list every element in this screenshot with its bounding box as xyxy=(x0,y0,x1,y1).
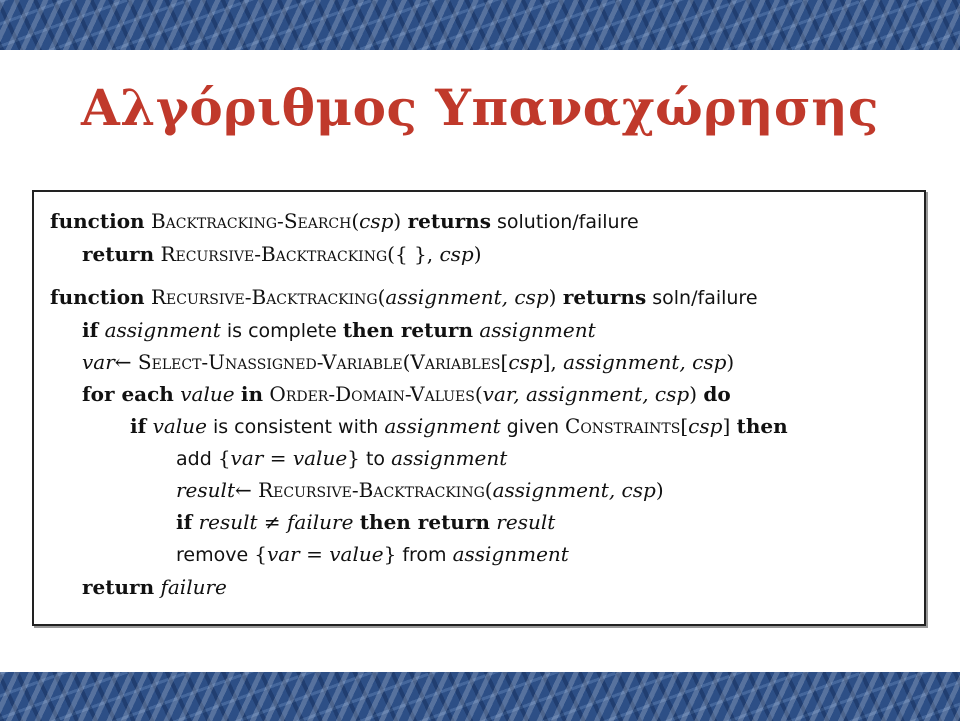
code-token: csp xyxy=(508,350,543,374)
code-token: is complete xyxy=(220,320,343,342)
code-token: assignment xyxy=(391,446,508,470)
code-token: assignment xyxy=(104,318,221,342)
algorithm-line xyxy=(50,285,758,310)
code-token: result xyxy=(198,510,258,534)
code-token: soln/failure xyxy=(646,287,758,309)
code-token: return xyxy=(82,575,155,599)
code-token: { xyxy=(254,542,267,566)
code-token: value xyxy=(152,414,207,438)
slide-title: Αλγόριθμος Υπαναχώρησης xyxy=(81,78,879,137)
code-token: do xyxy=(703,382,731,406)
code-token: ) xyxy=(548,285,563,309)
code-token: if xyxy=(130,414,147,438)
code-token: function xyxy=(50,285,145,309)
algorithm-line xyxy=(82,318,596,343)
code-token: var xyxy=(82,350,115,374)
code-token: assignment, csp xyxy=(385,285,549,309)
code-token: add xyxy=(176,448,218,470)
algorithm-line xyxy=(82,242,482,266)
code-token: assignment xyxy=(384,414,501,438)
code-token: ) xyxy=(473,242,482,266)
code-token: ( xyxy=(377,285,386,309)
code-token: = xyxy=(263,446,293,470)
code-token: csp xyxy=(359,209,394,233)
code-token: Constraints xyxy=(565,414,681,438)
code-token: function xyxy=(50,209,145,233)
code-token: assignment xyxy=(479,318,596,342)
algorithm-line xyxy=(82,350,734,374)
code-token: ← xyxy=(114,350,138,374)
algorithm-line xyxy=(50,209,639,234)
algorithm-line xyxy=(176,542,569,567)
code-token: then xyxy=(736,414,788,438)
code-token: then return xyxy=(342,318,473,342)
code-token: var xyxy=(230,446,264,470)
code-token: result xyxy=(176,478,235,502)
code-token: to xyxy=(359,448,392,470)
code-token: Order-Domain-Values xyxy=(269,382,475,406)
code-token: { xyxy=(217,446,231,470)
code-token: var, assignment, csp xyxy=(482,382,690,406)
code-token: Select-Unassigned-Variable xyxy=(137,350,403,374)
top-decorative-band xyxy=(0,0,960,50)
code-token: result xyxy=(496,510,556,534)
code-token: ( xyxy=(351,209,360,233)
code-token: given xyxy=(500,416,566,438)
code-token: ) xyxy=(393,209,408,233)
code-token: ( xyxy=(474,382,483,406)
code-token: if xyxy=(82,318,99,342)
code-token: ({ }, xyxy=(387,242,440,266)
algorithm-line xyxy=(176,446,507,471)
code-token: ], xyxy=(542,350,564,374)
algorithm-line xyxy=(82,382,731,406)
code-token: in xyxy=(240,382,264,406)
code-token: ( xyxy=(484,478,493,502)
code-token: is consistent with xyxy=(206,416,385,438)
code-token: Backtracking-Search xyxy=(150,209,352,233)
code-token: value xyxy=(180,382,235,406)
code-token: remove xyxy=(176,544,255,566)
code-token: = xyxy=(299,542,330,566)
code-token: var xyxy=(266,542,300,566)
code-token: assignment, csp xyxy=(563,350,727,374)
code-token: for each xyxy=(82,382,174,406)
code-token: assignment xyxy=(452,542,569,566)
code-token: } xyxy=(347,446,360,470)
code-token: value xyxy=(292,446,348,470)
code-token: [ xyxy=(500,350,509,374)
code-token: return xyxy=(82,242,155,266)
code-token: failure xyxy=(160,575,227,599)
code-token: assignment, csp xyxy=(492,478,656,502)
code-token: ) xyxy=(655,478,664,502)
code-token: ( xyxy=(402,350,411,374)
code-token: Recursive-Backtracking xyxy=(258,478,485,502)
code-token: ] xyxy=(722,414,737,438)
code-token: [ xyxy=(680,414,689,438)
algorithm-line xyxy=(82,575,227,599)
code-token: solution/failure xyxy=(490,211,639,233)
code-token: if xyxy=(176,510,193,534)
code-token: Recursive-Backtracking xyxy=(160,242,388,266)
code-token: from xyxy=(396,544,453,566)
code-token: ) xyxy=(689,382,704,406)
code-token: Recursive-Backtracking xyxy=(150,285,378,309)
algorithm-line xyxy=(130,414,788,439)
algorithm-line xyxy=(176,510,555,534)
code-token: ← xyxy=(234,478,259,502)
bottom-decorative-band xyxy=(0,672,960,721)
code-token: Variables xyxy=(410,350,501,374)
code-token: ≠ xyxy=(257,510,288,534)
code-token: returns xyxy=(407,209,491,233)
code-token: csp xyxy=(688,414,723,438)
algorithm-box xyxy=(32,190,926,626)
code-token: then return xyxy=(359,510,490,534)
code-token: returns xyxy=(562,285,647,309)
code-token: value xyxy=(329,542,384,566)
code-token: } xyxy=(383,542,397,566)
code-token: csp xyxy=(439,242,474,266)
code-token: failure xyxy=(287,510,354,534)
code-token: ) xyxy=(726,350,735,374)
algorithm-line xyxy=(176,478,664,502)
